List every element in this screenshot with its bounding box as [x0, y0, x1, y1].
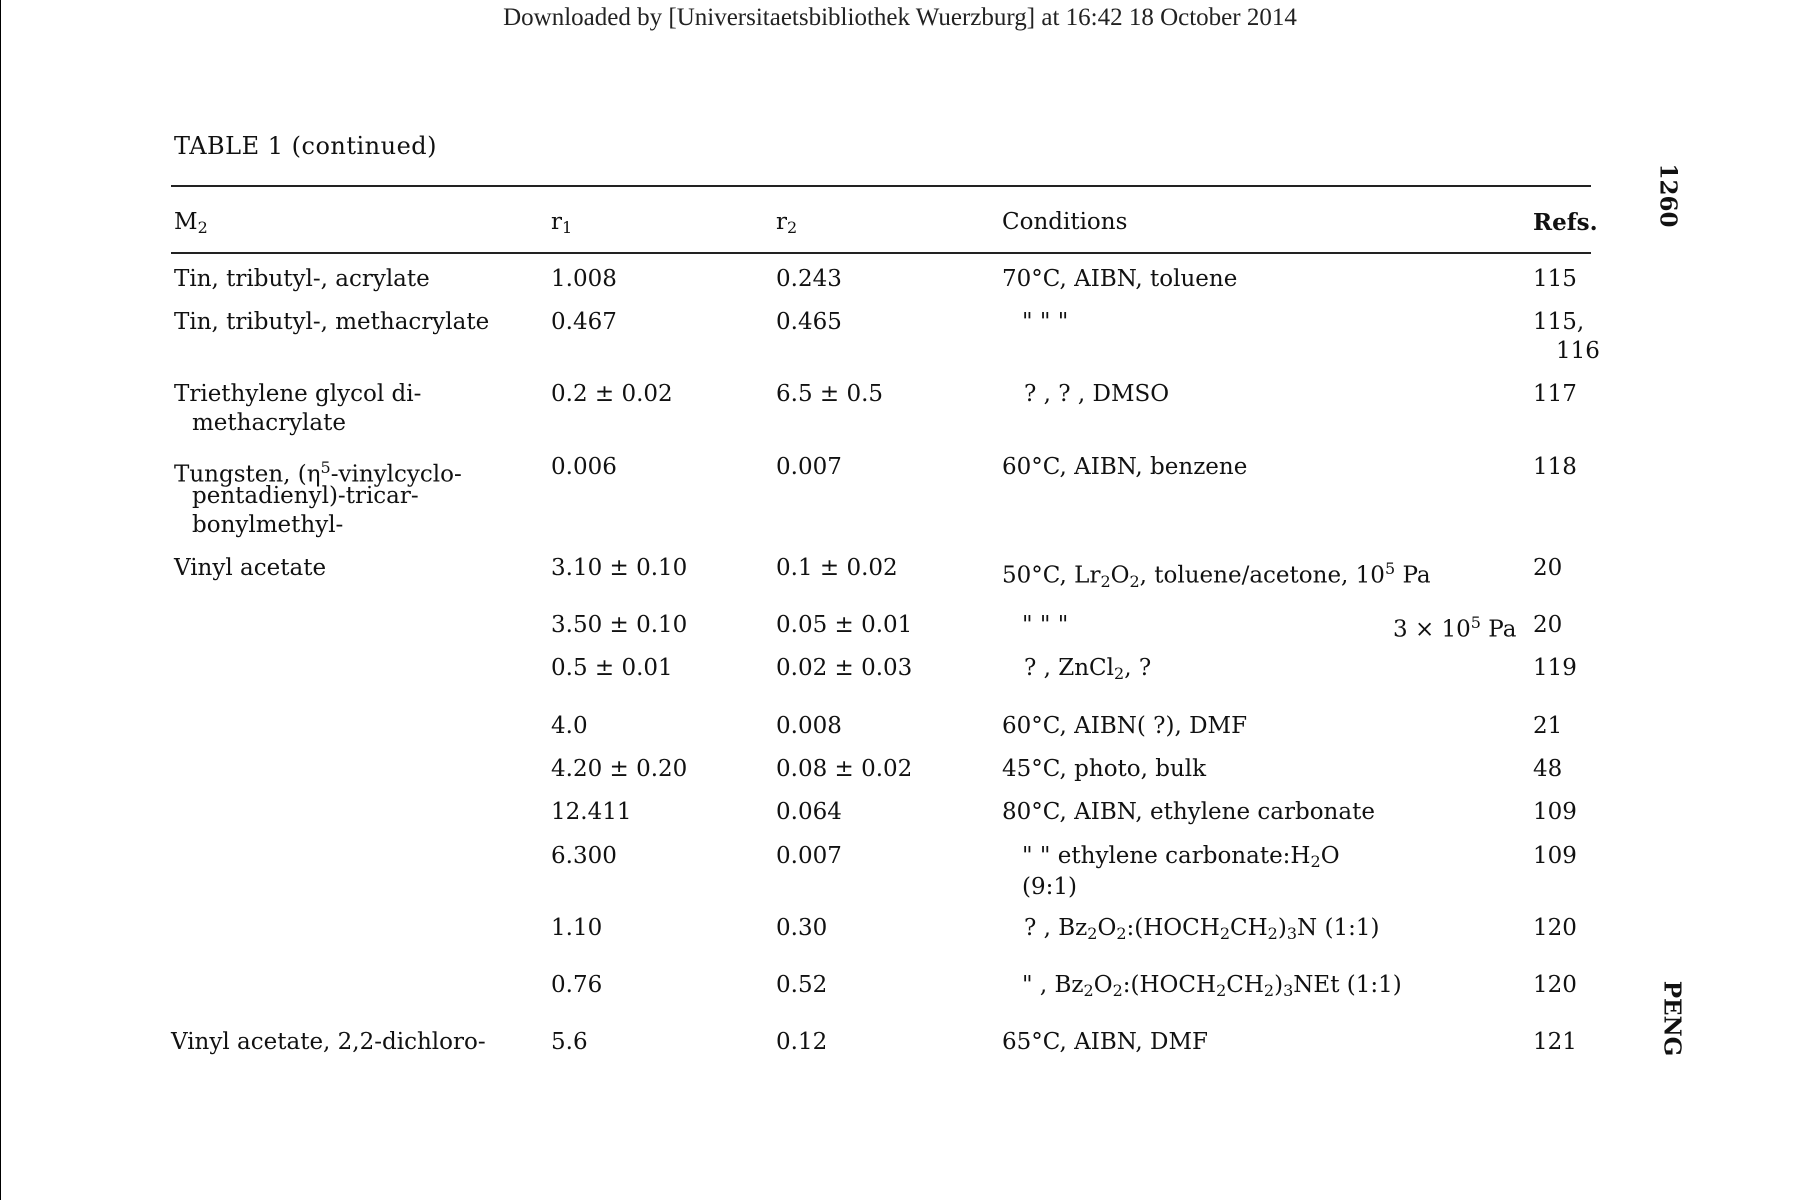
row-9-conditions: 45°C, photo, bulk — [1002, 756, 1207, 782]
row-11-conditions: " " ethylene $carbonate:H_2O$ — [1022, 843, 1340, 871]
row-11-r1: 6.300 — [551, 843, 617, 869]
row-12-ref: 120 — [1533, 915, 1577, 941]
row-3-r1: 0.2 ± 0.02 — [551, 381, 673, 407]
header-conditions: Conditions — [1002, 209, 1128, 235]
row-7-conditions: ? , ZnCl$_2$, ? — [1024, 655, 1152, 683]
row-13-r2: 0.52 — [776, 972, 828, 998]
row-3-conditions: ? , ? , DMSO — [1024, 381, 1170, 407]
row-1-m2: Tin, tributyl-, acrylate — [174, 266, 430, 292]
row-12-conditions: ? , $Bz_2O_2:(HOCH_2CH_2)_3N$ (1:1) — [1024, 915, 1380, 943]
row-14-m2: Vinyl acetate, 2,2-dichloro- — [171, 1029, 486, 1055]
row-2-ref-continued: 116 — [1556, 338, 1600, 364]
row-12-r1: 1.10 — [551, 915, 603, 941]
row-5-conditions: 50°C, $Lr_2O_2$, toluene/acetone, $10^5$ Pa — [1002, 559, 1431, 591]
table-caption: TABLE 1 (continued) — [174, 132, 438, 160]
row-4-m2-line3: bonylmethyl- — [192, 512, 344, 538]
row-4-r1: 0.006 — [551, 454, 617, 480]
header-m2: $M_2$ — [174, 209, 208, 237]
row-7-r1: 0.5 ± 0.01 — [551, 655, 673, 681]
running-head: PENG — [1658, 980, 1686, 1057]
row-6-conditions-right: $3 \times 10^5$ Pa — [1393, 613, 1517, 643]
row-4-r2: 0.007 — [776, 454, 842, 480]
header-refs: Refs. — [1533, 209, 1598, 236]
row-2-ref: 115, — [1533, 309, 1585, 335]
page-edge-line — [0, 0, 1, 1200]
row-10-conditions: 80°C, AIBN, ethylene carbonate — [1002, 799, 1375, 825]
row-4-conditions: 60°C, AIBN, benzene — [1002, 454, 1248, 480]
row-14-r2: 0.12 — [776, 1029, 828, 1055]
row-8-conditions: 60°C, AIBN( ?), DMF — [1002, 713, 1248, 739]
row-2-conditions: " " " — [1022, 309, 1069, 335]
row-14-r1: 5.6 — [551, 1029, 588, 1055]
row-8-r2: 0.008 — [776, 713, 842, 739]
row-10-r1: 12.411 — [551, 799, 632, 825]
row-4-ref: 118 — [1533, 454, 1577, 480]
row-1-r2: 0.243 — [776, 266, 842, 292]
row-9-ref: 48 — [1533, 756, 1563, 782]
row-8-r1: 4.0 — [551, 713, 588, 739]
row-3-m2: Triethylene glycol di- — [174, 381, 422, 407]
row-5-r1: 3.10 ± 0.10 — [551, 555, 688, 581]
row-10-r2: 0.064 — [776, 799, 842, 825]
table-top-rule — [171, 185, 1591, 187]
row-11-r2: 0.007 — [776, 843, 842, 869]
row-3-m2-line2: methacrylate — [192, 410, 346, 436]
row-6-conditions: " " " — [1022, 612, 1069, 638]
row-13-conditions: " , $Bz_2O_2:(HOCH_2CH_2)_3NEt$ (1:1) — [1022, 972, 1402, 1000]
row-14-ref: 121 — [1533, 1029, 1577, 1055]
page-number: 1260 — [1654, 163, 1682, 228]
header-r1: $r_1$ — [551, 209, 573, 237]
row-2-r1: 0.467 — [551, 309, 617, 335]
row-5-r2: 0.1 ± 0.02 — [776, 555, 898, 581]
row-11-conditions-line2: (9:1) — [1022, 874, 1077, 900]
row-6-r2: 0.05 ± 0.01 — [776, 612, 913, 638]
row-5-ref: 20 — [1533, 555, 1563, 581]
row-13-ref: 120 — [1533, 972, 1577, 998]
row-5-m2: Vinyl acetate — [174, 555, 327, 581]
row-7-ref: 119 — [1533, 655, 1577, 681]
table-header-rule — [171, 252, 1591, 254]
row-12-r2: 0.30 — [776, 915, 828, 941]
row-14-conditions: 65°C, AIBN, DMF — [1002, 1029, 1208, 1055]
row-9-r1: 4.20 ± 0.20 — [551, 756, 688, 782]
row-10-ref: 109 — [1533, 799, 1577, 825]
header-r2: $r_2$ — [776, 209, 798, 237]
row-4-m2: Tungsten, ($\eta^5-vinylcyclo-$ — [174, 458, 462, 488]
row-6-ref: 20 — [1533, 612, 1563, 638]
row-1-conditions: 70°C, AIBN, toluene — [1002, 266, 1238, 292]
row-3-ref: 117 — [1533, 381, 1577, 407]
row-7-r2: 0.02 ± 0.03 — [776, 655, 913, 681]
row-2-r2: 0.465 — [776, 309, 842, 335]
row-1-ref: 115 — [1533, 266, 1577, 292]
row-1-r1: 1.008 — [551, 266, 617, 292]
row-2-m2: Tin, tributyl-, methacrylate — [174, 309, 490, 335]
row-6-r1: 3.50 ± 0.10 — [551, 612, 688, 638]
download-notice: Downloaded by [Universitaetsbibliothek Wuerzburg] at 16:42 18 October 2014 — [503, 4, 1297, 31]
row-11-ref: 109 — [1533, 843, 1577, 869]
row-13-r1: 0.76 — [551, 972, 603, 998]
row-4-m2-line2: pentadienyl)-tricar- — [192, 483, 419, 509]
row-3-r2: 6.5 ± 0.5 — [776, 381, 884, 407]
row-8-ref: 21 — [1533, 713, 1563, 739]
row-9-r2: 0.08 ± 0.02 — [776, 756, 913, 782]
